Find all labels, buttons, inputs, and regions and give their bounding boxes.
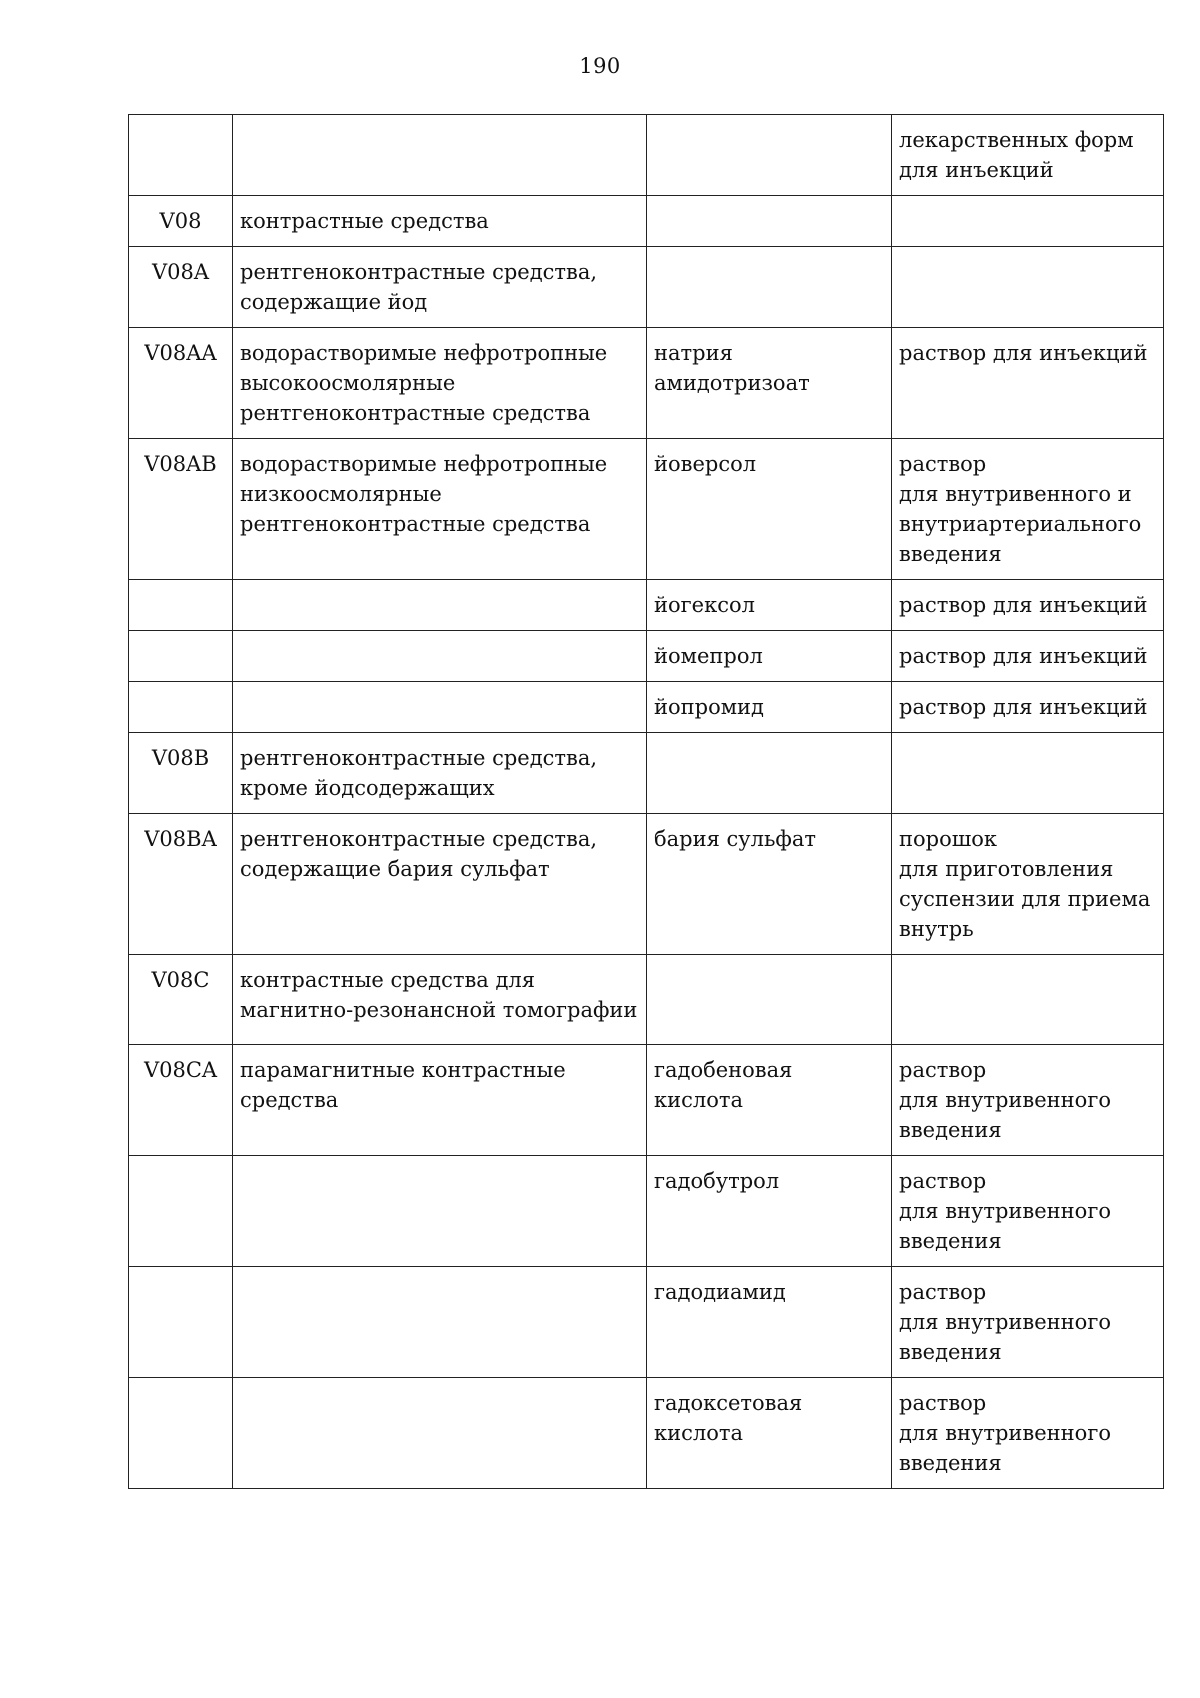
anatomical-group-cell: рентгеноконтрастные средства, содержащие бария сульфат [233, 814, 647, 955]
table-row [129, 682, 1164, 733]
anatomical-group-cell: рентгеноконтрастные средства, кроме йодсодержащих [233, 733, 647, 814]
dosage-form-cell [892, 196, 1164, 247]
dosage-form-cell [892, 955, 1164, 1045]
anatomical-group-cell [233, 682, 647, 733]
anatomical-group-cell [233, 580, 647, 631]
anatomical-group-cell: водорастворимые нефротропные низкоосмолярные рентгеноконтрастные средства [233, 439, 647, 580]
anatomical-group-cell [233, 631, 647, 682]
drug-name-cell: гадобутрол [647, 1156, 892, 1267]
table-row [129, 1156, 1164, 1267]
drug-name-cell [647, 733, 892, 814]
table-row [129, 1267, 1164, 1378]
atc-code-cell: V08C [129, 955, 233, 1045]
drug-name-cell: бария сульфат [647, 814, 892, 955]
atc-code-cell: V08B [129, 733, 233, 814]
table-row [129, 955, 1164, 1045]
dosage-form-cell: раствор для внутривенного введения [892, 1156, 1164, 1267]
anatomical-group-cell: водорастворимые нефротропные высокоосмолярные рентгеноконтрастные средства [233, 328, 647, 439]
drug-name-cell [647, 115, 892, 196]
atc-code-cell: V08CA [129, 1045, 233, 1156]
atc-code-cell [129, 682, 233, 733]
anatomical-group-cell [233, 1267, 647, 1378]
dosage-form-cell: раствор для инъекций [892, 328, 1164, 439]
dosage-form-cell: раствор для внутривенного и внутриартериального введения [892, 439, 1164, 580]
table-row [129, 439, 1164, 580]
atc-code-cell: V08AB [129, 439, 233, 580]
dosage-form-cell: раствор для внутривенного введения [892, 1267, 1164, 1378]
atc-code-cell: V08 [129, 196, 233, 247]
dosage-form-cell: раствор для внутривенного введения [892, 1378, 1164, 1489]
drug-name-cell [647, 247, 892, 328]
drug-name-cell: йомепрол [647, 631, 892, 682]
table-row [129, 631, 1164, 682]
table-row [129, 196, 1164, 247]
table-row [129, 733, 1164, 814]
drug-name-cell: йопромид [647, 682, 892, 733]
anatomical-group-cell: контрастные средства для магнитно-резонансной томографии [233, 955, 647, 1045]
table-body [129, 115, 1164, 1489]
atc-code-cell: V08AA [129, 328, 233, 439]
dosage-form-cell [892, 247, 1164, 328]
dosage-form-cell: порошок для приготовления суспензии для приема внутрь [892, 814, 1164, 955]
table-row [129, 115, 1164, 196]
table-row [129, 1378, 1164, 1489]
dosage-form-cell: раствор для внутривенного введения [892, 1045, 1164, 1156]
drug-name-cell [647, 196, 892, 247]
drug-name-cell: натрия амидотризоат [647, 328, 892, 439]
drug-name-cell: гадодиамид [647, 1267, 892, 1378]
table-row [129, 814, 1164, 955]
table-row [129, 1045, 1164, 1156]
drug-name-cell: йогексол [647, 580, 892, 631]
dosage-form-cell: раствор для инъекций [892, 682, 1164, 733]
drug-name-cell: гадобеновая кислота [647, 1045, 892, 1156]
table-row [129, 580, 1164, 631]
dosage-form-cell: раствор для инъекций [892, 631, 1164, 682]
anatomical-group-cell [233, 1378, 647, 1489]
atc-code-cell: V08A [129, 247, 233, 328]
atc-code-cell [129, 580, 233, 631]
atc-code-cell [129, 1267, 233, 1378]
anatomical-group-cell: рентгеноконтрастные средства, содержащие йод [233, 247, 647, 328]
drug-name-cell [647, 955, 892, 1045]
anatomical-group-cell [233, 115, 647, 196]
atc-code-cell [129, 1156, 233, 1267]
drug-name-cell: гадоксетовая кислота [647, 1378, 892, 1489]
anatomical-group-cell [233, 1156, 647, 1267]
dosage-form-cell: раствор для инъекций [892, 580, 1164, 631]
atc-code-cell [129, 115, 233, 196]
table-row [129, 247, 1164, 328]
atc-code-cell: V08BA [129, 814, 233, 955]
table-row [129, 328, 1164, 439]
page-number: 190 [579, 54, 621, 78]
dosage-form-cell [892, 733, 1164, 814]
drug-name-cell: йоверсол [647, 439, 892, 580]
dosage-form-cell: лекарственных форм для инъекций [892, 115, 1164, 196]
atc-code-cell [129, 631, 233, 682]
anatomical-group-cell: парамагнитные контрастные средства [233, 1045, 647, 1156]
anatomical-group-cell: контрастные средства [233, 196, 647, 247]
drug-table [128, 114, 1164, 1489]
atc-code-cell [129, 1378, 233, 1489]
